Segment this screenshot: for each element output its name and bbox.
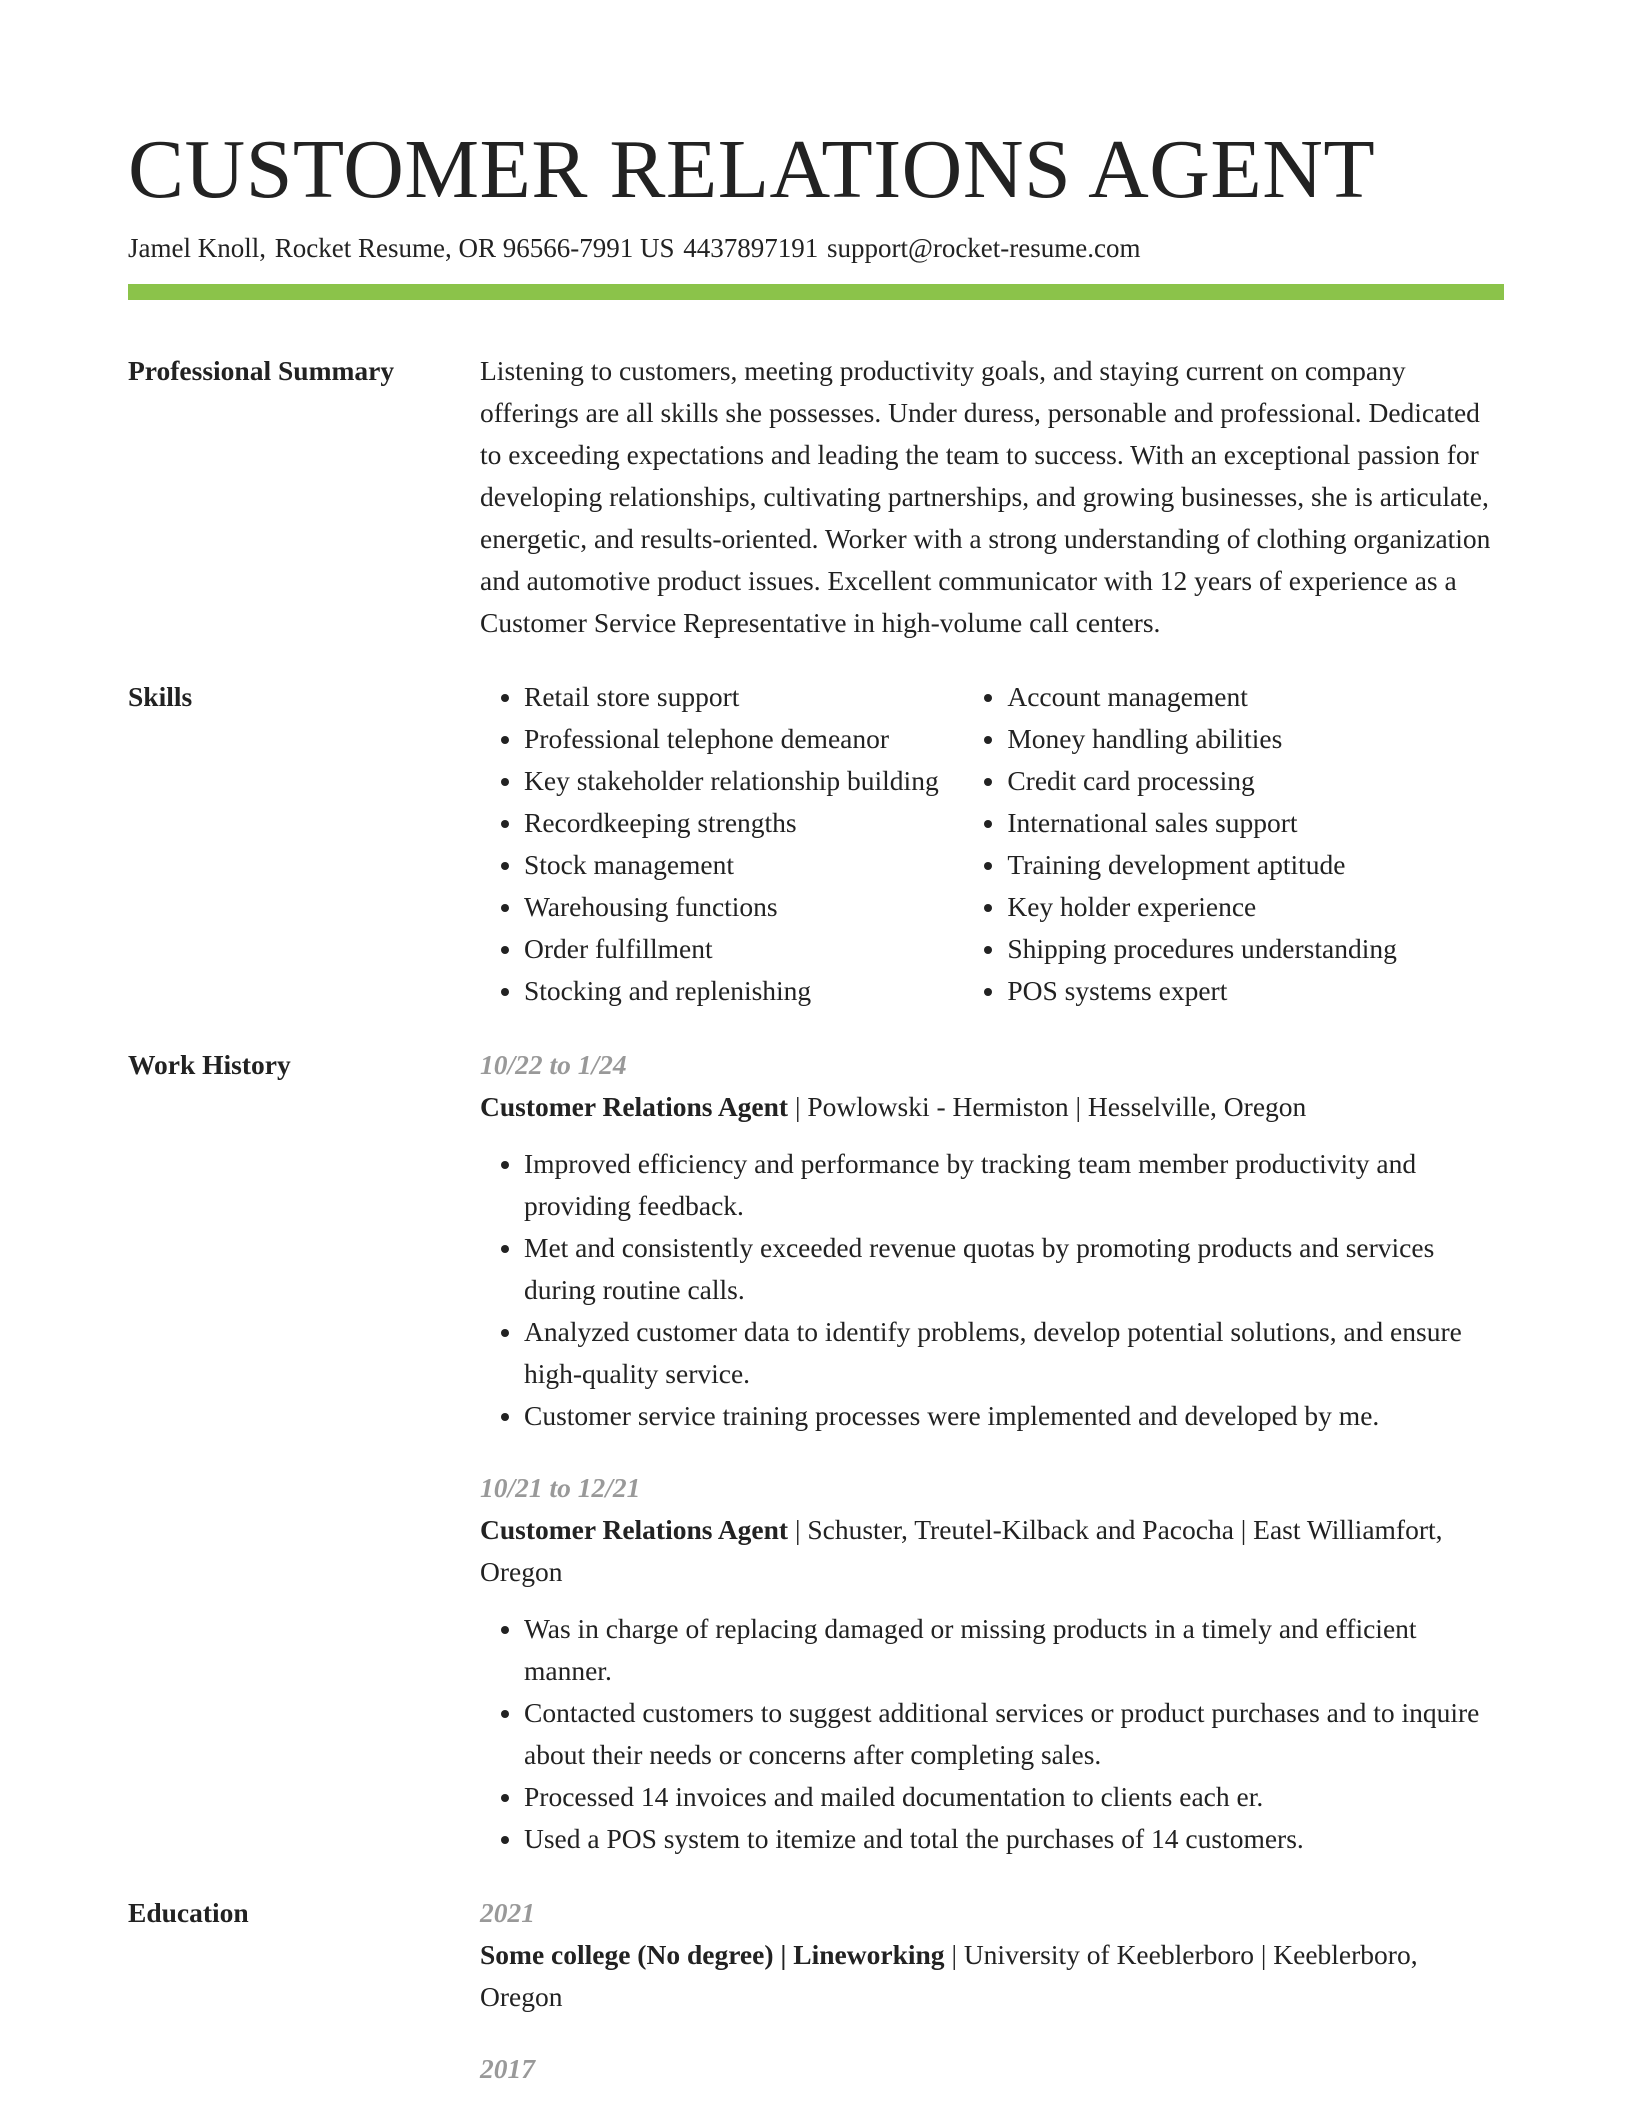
skill-item: • Key stakeholder relationship building — [524, 760, 963, 802]
skill-item: • Account management — [1007, 676, 1504, 718]
skill-item: • Recordkeeping strengths — [524, 802, 963, 844]
education-year: 2017 — [480, 2053, 535, 2084]
job-bullet: • Met and consistently exceeded revenue quotas by promoting products and services during routine calls. — [524, 1227, 1504, 1311]
job-list — [480, 1044, 1504, 1860]
job-bullet: • Processed 14 invoices and mailed documentation to clients each er. — [524, 1776, 1504, 1818]
job-entry — [480, 1044, 1504, 1437]
job-details: | Powlowski - Hermiston | Hesselville, Oregon — [788, 1091, 1307, 1122]
education-label: Education — [128, 1897, 249, 1928]
skills-list-right — [963, 676, 1504, 1012]
skills-section — [128, 676, 1504, 1012]
skill-item: • Order fulfillment — [524, 928, 963, 970]
job-title: Customer Relations Agent — [480, 1091, 789, 1122]
job-bullets — [480, 1143, 1504, 1437]
education-entry — [480, 1892, 1504, 2018]
skill-item: • Retail store support — [524, 676, 963, 718]
job-bullet: • Customer service training processes were implemented and developed by me. — [524, 1395, 1504, 1437]
job-title: Customer Relations Agent — [480, 1514, 789, 1545]
contact-email: support@rocket-resume.com — [826, 233, 1141, 263]
job-bullet: • Contacted customers to suggest additional services or product purchases and to inquire about their needs or concerns after completing sales. — [524, 1692, 1504, 1776]
summary-section — [128, 350, 1504, 644]
education-entry — [480, 2048, 1504, 2090]
skill-item: • Credit card processing — [1007, 760, 1504, 802]
education-details: | University of Keeblerboro | Keeblerboro, Oregon — [480, 1939, 1418, 2012]
education-section — [128, 1892, 1504, 2090]
job-bullet: • Improved efficiency and performance by tracking team member productivity and providing feedback. — [524, 1143, 1504, 1227]
skill-item: • Money handling abilities — [1007, 718, 1504, 760]
job-heading — [480, 1086, 1504, 1128]
job-bullet: • Analyzed customer data to identify problems, develop potential solutions, and ensure high-quality service. — [524, 1311, 1504, 1395]
skills-columns — [480, 676, 1504, 1012]
education-heading — [480, 1934, 1504, 2018]
work-history-label: Work History — [128, 1049, 291, 1080]
job-dates: 10/21 to 12/21 — [480, 1472, 641, 1503]
education-year: 2021 — [480, 1897, 535, 1928]
skill-item: • Stock management — [524, 844, 963, 886]
contact-phone: 4437897191 — [683, 233, 819, 263]
skills-list-left — [480, 676, 963, 1012]
contact-line — [128, 230, 1504, 266]
skill-item: • Shipping procedures understanding — [1007, 928, 1504, 970]
skill-item: • Professional telephone demeanor — [524, 718, 963, 760]
job-bullet: • Used a POS system to itemize and total the purchases of 14 customers. — [524, 1818, 1504, 1860]
skill-item: • International sales support — [1007, 802, 1504, 844]
skill-item: • Training development aptitude — [1007, 844, 1504, 886]
skill-item: • Stocking and replenishing — [524, 970, 963, 1012]
resume-page — [128, 0, 1504, 2090]
contact-name: Jamel Knoll, — [128, 233, 266, 263]
skill-item: • POS systems expert — [1007, 970, 1504, 1012]
header-divider — [128, 284, 1504, 300]
education-degree: Some college (No degree) | Lineworking — [480, 1939, 945, 1970]
education-list — [480, 1892, 1504, 2090]
job-entry — [480, 1467, 1504, 1860]
summary-label: Professional Summary — [128, 355, 395, 386]
job-bullet: • Was in charge of replacing damaged or missing products in a timely and efficient manner. — [524, 1608, 1504, 1692]
job-bullets — [480, 1608, 1504, 1860]
contact-address: Rocket Resume, OR 96566-7991 US — [274, 233, 675, 263]
skill-item: • Key holder experience — [1007, 886, 1504, 928]
skill-item: • Warehousing functions — [524, 886, 963, 928]
job-heading — [480, 1509, 1504, 1593]
job-dates: 10/22 to 1/24 — [480, 1049, 627, 1080]
resume-title: CUSTOMER RELATIONS AGENT — [128, 123, 1376, 216]
skills-label: Skills — [128, 681, 193, 712]
work-history-section — [128, 1044, 1504, 1860]
summary-text: Listening to customers, meeting productivity goals, and staying current on company offerings are all skills she possesses. Under duress, personable and professional. Dedicated to exceeding expectations and leading the team to success. With an exceptional passion for developing relationships, cultivating partnerships, and growing businesses, she is articulate, energetic, and results-oriented. Worker with a strong understanding of clothing organization and automotive product issues. Excellent communicator with 12 years of experience as a Customer Service Representative in high-volume call centers. — [480, 355, 1491, 638]
job-details: | Schuster, Treutel-Kilback and Pacocha | East Williamfort, Oregon — [480, 1514, 1443, 1587]
